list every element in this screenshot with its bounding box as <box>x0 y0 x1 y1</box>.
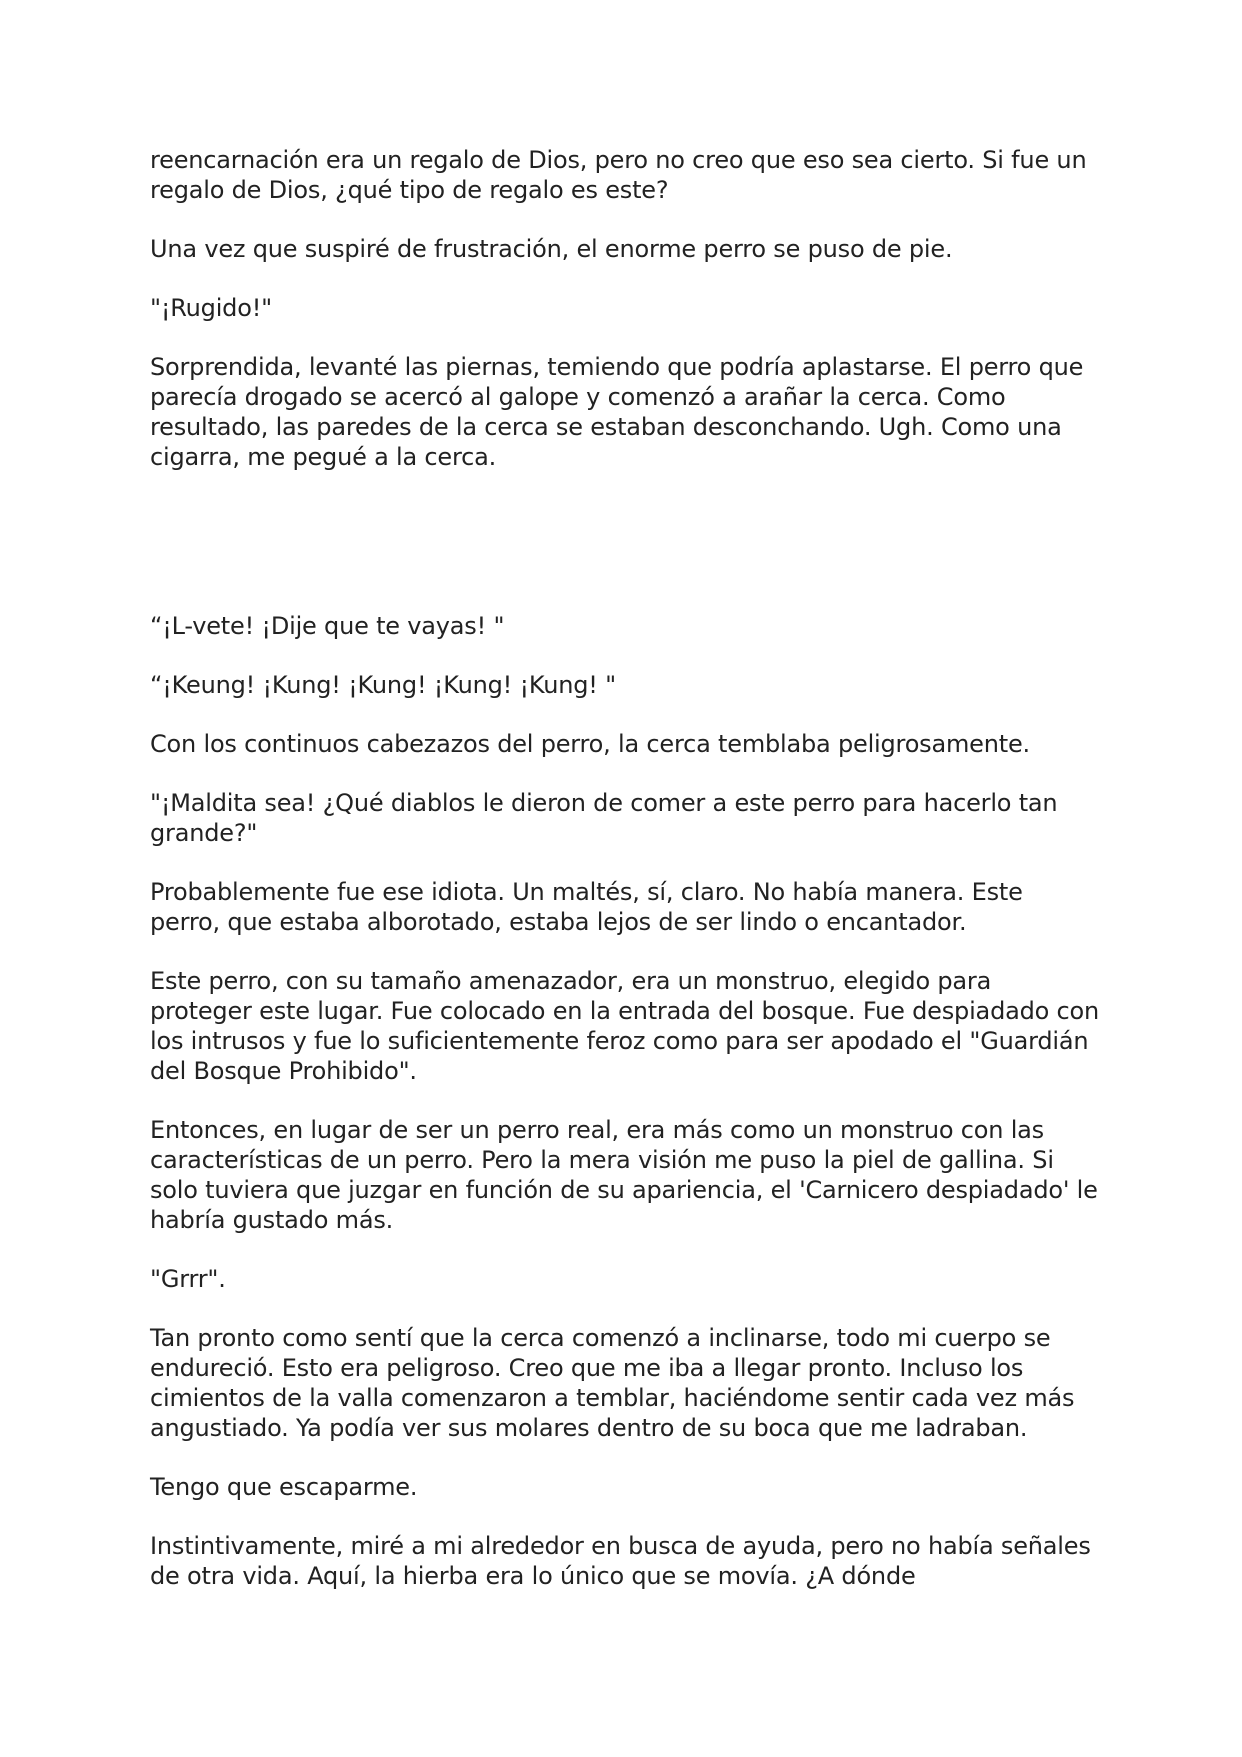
paragraph-spacer <box>150 1294 1100 1323</box>
paragraph: Tengo que escaparme. <box>150 1473 418 1501</box>
paragraph: Tan pronto como sentí que la cerca comenzó a inclinarse, todo mi cuerpo se endureció. Esto era peligroso. Creo que me iba a llegar pronto. Incluso los cimientos de la valla comenzaron a temblar, haciéndome sentir cada vez más angustiado. Ya podía ver sus molares dentro de su boca que me ladraban. <box>150 1324 1075 1442</box>
paragraph: reencarnación era un regalo de Dios, pero no creo que eso sea cierto. Si fue un regalo de Dios, ¿qué tipo de regalo es este? <box>150 146 1087 204</box>
paragraph: "Grrr". <box>150 1265 226 1293</box>
paragraph-spacer <box>150 205 1100 234</box>
paragraph: Una vez que suspiré de frustración, el enorme perro se puso de pie. <box>150 235 953 263</box>
paragraph-spacer <box>150 1443 1100 1472</box>
paragraph-spacer <box>150 1086 1100 1115</box>
paragraph-spacer <box>150 848 1100 877</box>
paragraph-spacer <box>150 700 1100 729</box>
paragraph: "¡Maldita sea! ¿Qué diablos le dieron de comer a este perro para hacerlo tan grande?" <box>150 789 1058 847</box>
section-break <box>150 472 1100 611</box>
paragraph: Instintivamente, miré a mi alrededor en busca de ayuda, pero no había señales de otra vida. Aquí, la hierba era lo único que se movía. ¿A dónde <box>150 1532 1091 1590</box>
paragraph: “¡Keung! ¡Kung! ¡Kung! ¡Kung! ¡Kung! " <box>150 671 616 699</box>
paragraph: "¡Rugido!" <box>150 294 272 322</box>
paragraph-spacer <box>150 323 1100 352</box>
paragraph-spacer <box>150 937 1100 966</box>
document-page <box>150 145 1100 1591</box>
paragraph-spacer <box>150 641 1100 670</box>
paragraph: Entonces, en lugar de ser un perro real, era más como un monstruo con las características de un perro. Pero la mera visión me puso la piel de gallina. Si solo tuviera que juzgar en función de su apariencia, el 'Carnicero despiadado' le habría gustado más. <box>150 1116 1098 1234</box>
paragraph: “¡L-vete! ¡Dije que te vayas! " <box>150 612 505 640</box>
paragraph: Con los continuos cabezazos del perro, la cerca temblaba peligrosamente. <box>150 730 1030 758</box>
paragraph-spacer <box>150 1235 1100 1264</box>
paragraph: Este perro, con su tamaño amenazador, era un monstruo, elegido para proteger este lugar. Fue colocado en la entrada del bosque. Fue despiadado con los intrusos y fue lo suficientemente feroz como para ser apodado el "Guardián del Bosque Prohibido". <box>150 967 1100 1085</box>
paragraph: Probablemente fue ese idiota. Un maltés, sí, claro. No había manera. Este perro, que estaba alborotado, estaba lejos de ser lindo o encantador. <box>150 878 1023 936</box>
paragraph-spacer <box>150 759 1100 788</box>
paragraph-spacer <box>150 264 1100 293</box>
paragraph: Sorprendida, levanté las piernas, temiendo que podría aplastarse. El perro que parecía drogado se acercó al galope y comenzó a arañar la cerca. Como resultado, las paredes de la cerca se estaban desconchando. Ugh. Como una cigarra, me pegué a la cerca. <box>150 353 1084 471</box>
paragraph-spacer <box>150 1502 1100 1531</box>
